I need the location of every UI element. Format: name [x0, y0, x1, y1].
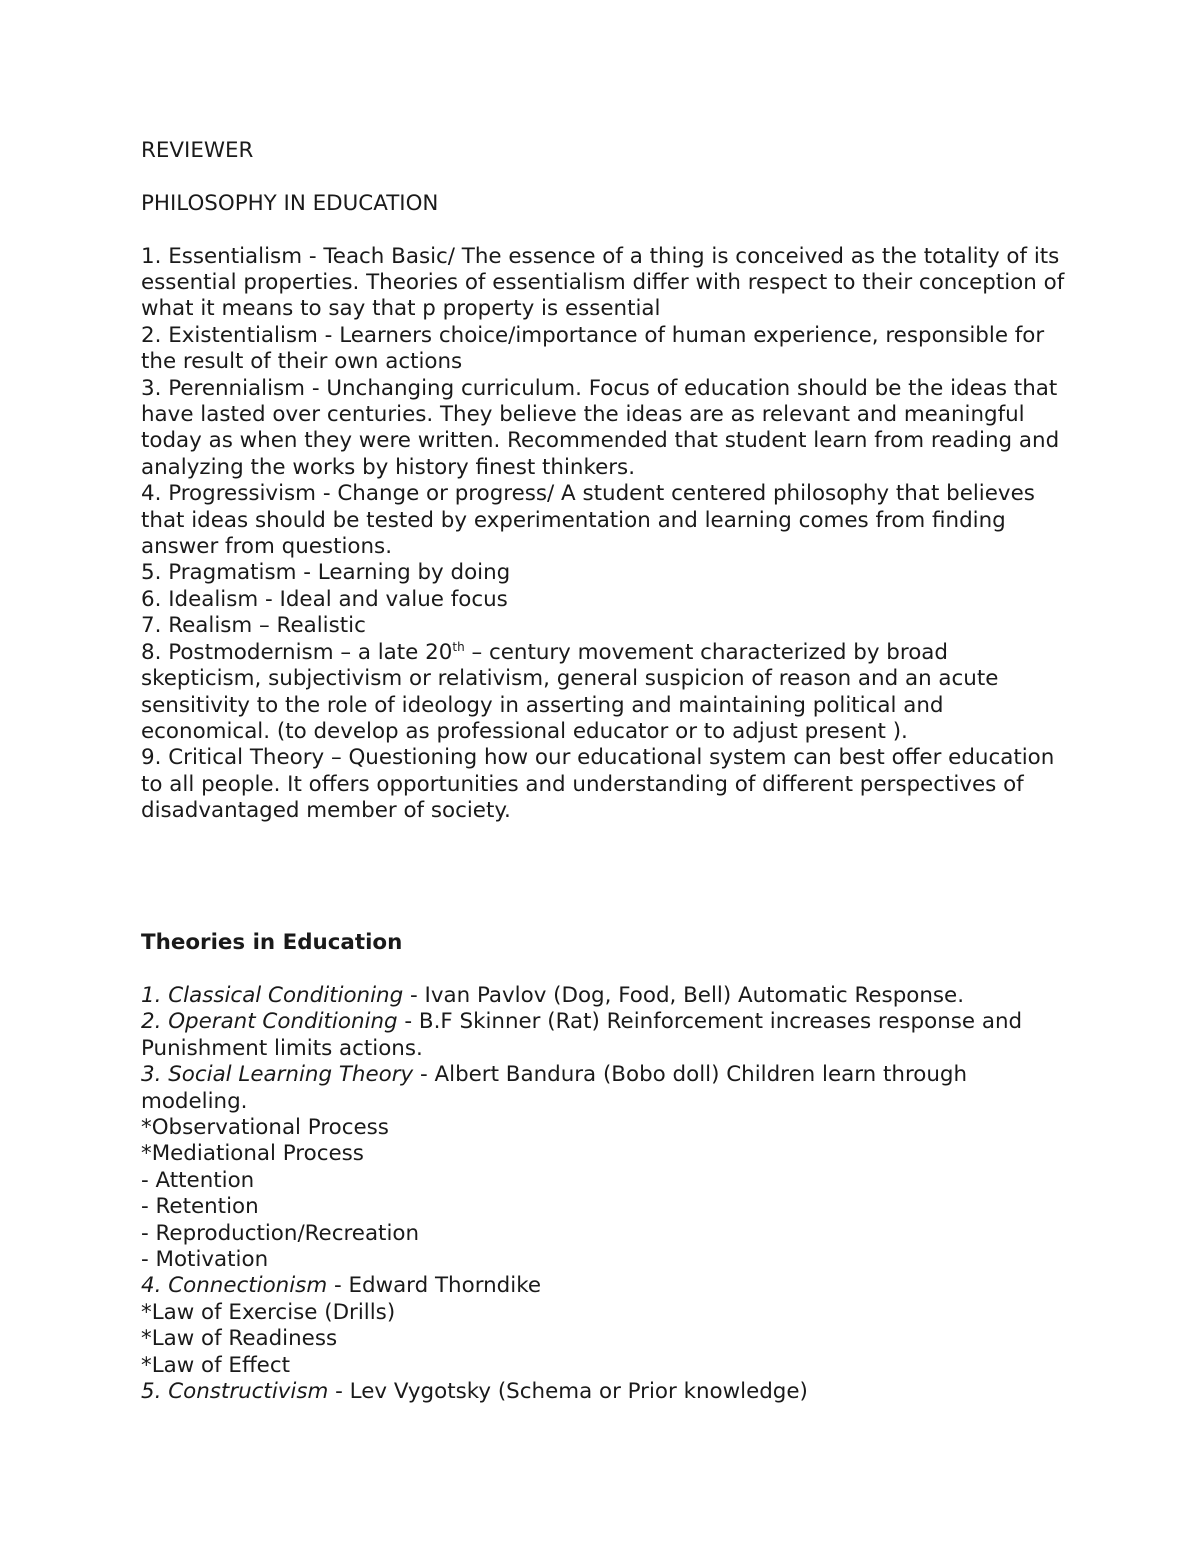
- connectionism-law: *Law of Effect: [141, 1352, 290, 1378]
- postmodernism-text-end: – century movement characterized by broad skepticism, subjectivism or relativism, general suspicion of reason and an acute sensitivity to the role of ideology in asserting and maintaining political and economical. (to develop as professional educator or to adjust present ).: [141, 639, 999, 744]
- theory-item-constructivism: [141, 1379, 1071, 1405]
- theory-name: 5. Constructivism: [141, 1379, 329, 1405]
- postmodernism-text-start: 8. Postmodernism – a late 20: [141, 639, 453, 665]
- section-spacer: [141, 825, 1071, 931]
- philosophy-item-perennialism: 3. Perennialism - Unchanging curriculum. Focus of education should be the ideas that have lasted over centuries. They believe the ideas are as relevant and meaningful today as when they were written. Recommended that student learn from reading and analyzing the works by history finest thinkers.: [141, 375, 1060, 480]
- document-title: REVIEWER: [141, 138, 254, 163]
- philosophy-item-realism: 7. Realism – Realistic: [141, 613, 366, 639]
- theory-name: 2. Operant Conditioning: [141, 1009, 398, 1035]
- philosophy-item-idealism: 6. Idealism - Ideal and value focus: [141, 586, 508, 612]
- social-learning-line: - Attention: [141, 1167, 255, 1193]
- social-learning-line: - Motivation: [141, 1246, 269, 1272]
- theory-description: - B.F Skinner (Rat) Reinforcement increases response and Punishment limits actions.: [141, 1009, 1023, 1061]
- social-learning-line: *Mediational Process: [141, 1141, 364, 1167]
- theory-item-operant-conditioning: [141, 1009, 1071, 1062]
- theory-item-connectionism: [141, 1273, 1071, 1299]
- ordinal-suffix: th: [452, 639, 465, 654]
- philosophy-item-essentialism: 1. Essentialism - Teach Basic/ The essence of a thing is conceived as the totality of its essential properties. Theories of essentialism differ with respect to their conception of what it means to say that p property is essential: [141, 243, 1065, 322]
- theory-description: - Edward Thorndike: [327, 1273, 541, 1299]
- philosophy-item-existentialism: 2. Existentialism - Learners choice/importance of human experience, responsible for the result of their own actions: [141, 322, 1045, 375]
- document-page: [141, 138, 1071, 1405]
- social-learning-line: - Retention: [141, 1194, 259, 1220]
- philosophy-item-pragmatism: 5. Pragmatism - Learning by doing: [141, 560, 511, 586]
- connectionism-law: *Law of Readiness: [141, 1326, 338, 1352]
- philosophy-item-progressivism: 4. Progressivism - Change or progress/ A student centered philosophy that believes that ideas should be tested by experimentation and learning comes from finding answer from questions.: [141, 481, 1035, 560]
- philosophy-item-critical-theory: 9. Critical Theory – Questioning how our educational system can best offer education to all people. It offers opportunities and understanding of different perspectives of disadvantaged member of society.: [141, 745, 1055, 824]
- theory-item-classical-conditioning: [141, 983, 1071, 1009]
- theory-description: - Albert Bandura (Bobo doll) Children learn through modeling.: [141, 1062, 968, 1114]
- section-title-philosophy: PHILOSOPHY IN EDUCATION: [141, 190, 439, 216]
- theory-name: 4. Connectionism: [141, 1273, 328, 1299]
- philosophy-item-postmodernism: [141, 640, 1071, 746]
- section-title-theories: Theories in Education: [141, 930, 403, 956]
- social-learning-line: *Observational Process: [141, 1114, 389, 1140]
- social-learning-line: - Reproduction/Recreation: [141, 1220, 420, 1246]
- theory-item-social-learning: [141, 1062, 1071, 1115]
- connectionism-law: *Law of Exercise (Drills): [141, 1299, 396, 1325]
- theory-description: - Lev Vygotsky (Schema or Prior knowledge): [328, 1379, 808, 1405]
- theory-name: 3. Social Learning Theory: [141, 1062, 414, 1088]
- theory-name: 1. Classical Conditioning: [141, 982, 404, 1008]
- theory-description: - Ivan Pavlov (Dog, Food, Bell) Automatic Response.: [403, 982, 965, 1008]
